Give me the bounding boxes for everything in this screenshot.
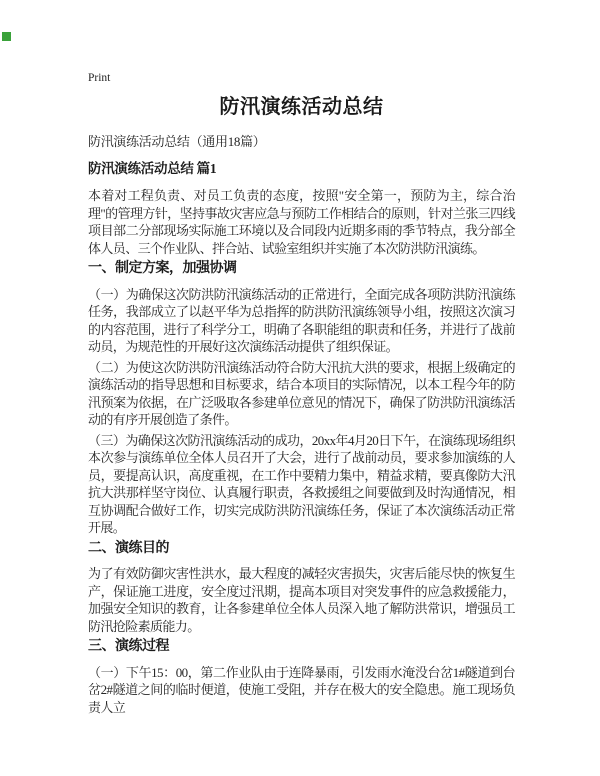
paragraph-1-1: （一）为确保这次防洪防汛演练活动的正常进行，全面完成各项防洪防汛演练任务，我部成立了以赵平华为总指挥的防洪防汛演练领导小组，按照这次演习的内容范围，进行了科学分工，明确了各职能组的职责和任务，并进行了战前动员，为规范性的开展好这次演练活动提供了组织保证。 (88, 286, 515, 354)
section-heading-1: 一、制定方案，加强协调 (88, 261, 237, 276)
paragraph-1-3: （三）为确保这次防汛演练活动的成功，20xx年4月20日下午，在演练现场组织本次参与演练单位全体人员召开了大会，进行了战前动员，要求参加演练的人员，要提高认识，高度重视，在工作中要精力集中，精益求精，要真像防大汛抗大洪那样坚守岗位、认真履行职责，各救援组之间要做到及时沟通情况，相互协调配合做好工作，切实完成防洪防汛演练任务，保证了本次演练活动正常开展。 (88, 432, 515, 535)
document-subtitle: 防汛演练活动总结（通用18篇） (88, 134, 266, 149)
section-heading-2: 二、演练目的 (88, 540, 169, 556)
paragraph-intro: 本着对工程负责、对员工负责的态度，按照"安全第一，预防为主，综合治理"的管理方针，坚持事故灾害应急与预防工作相结合的原则，针对兰张三四线项目部二分部现场实际施工环境以及合同段内近期多雨的季节特点，我分部全体人员、三个作业队、拌合站、试验室组织并实施了本次防洪防汛演练。 (88, 188, 515, 256)
green-marker-icon (2, 32, 11, 41)
paragraph-3-1: （一）下午15：00，第二作业队由于连降暴雨，引发雨水淹没台岔1#隧道到台岔2#隧道之间的临时便道，使施工受阻，并存在极大的安全隐患。施工现场负责人立 (88, 664, 515, 715)
paragraph-1-2: （二）为使这次防洪防汛演练活动符合防大汛抗大洪的要求，根据上级确定的演练活动的指导思想和目标要求，结合本项目的实际情况，以本工程今年的防汛预案为依据，在广泛吸取各参建单位意见的情况下，确保了防洪防汛演练活动的有序开展创造了条件。 (88, 359, 515, 427)
print-button[interactable]: Print (88, 72, 111, 84)
section-heading-3: 三、演练过程 (88, 639, 169, 654)
paragraph-2-1: 为了有效防御灾害性洪水，最大程度的减轻灾害损失，灾害后能尽快的恢复生产，保证施工进度，安全度过汛期，提高本项目对突发事件的应急救援能力，加强安全知识的教育，让各参建单位全体人员深入地了解防洪常识，增强员工防汛抢险素质能力。 (88, 566, 515, 634)
page-title: 防汛演练活动总结 (219, 96, 384, 118)
article-heading-pian1: 防汛演练活动总结 篇1 (88, 160, 217, 176)
